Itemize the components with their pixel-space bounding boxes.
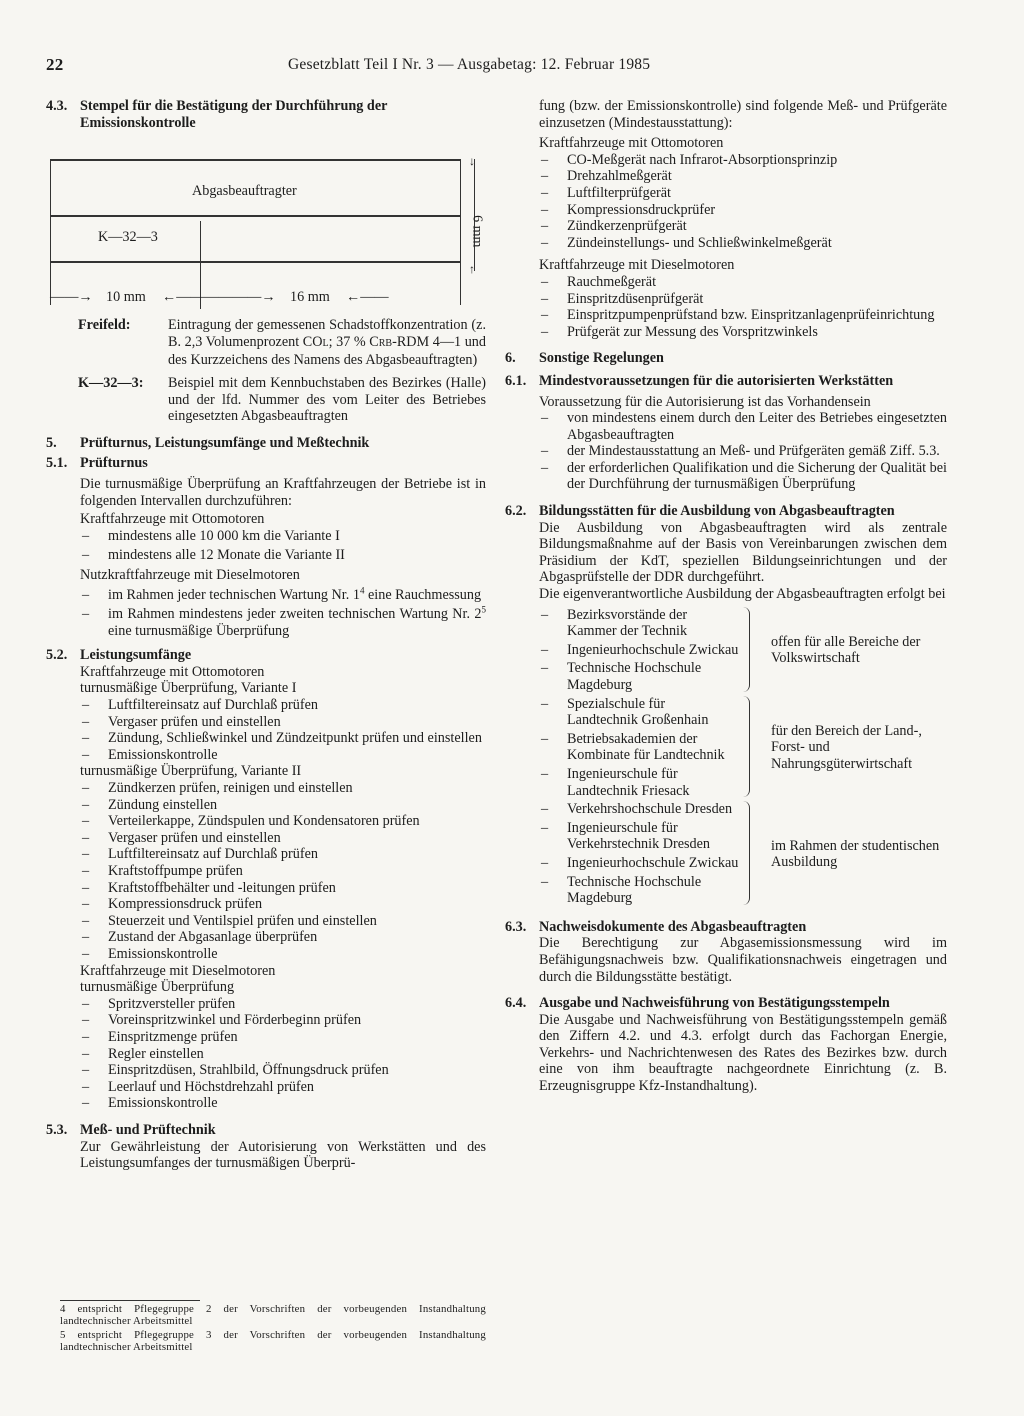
section-number: 5.1. [46, 455, 68, 472]
brace-icon [743, 696, 750, 798]
list-item: – Kompressionsdruckprüfer [511, 202, 947, 219]
left-column [46, 98, 486, 1172]
arrow-right-icon: ——→ [50, 289, 93, 306]
list-item-text: im Rahmen jeder technischen Wartung Nr. 1 [108, 586, 360, 603]
list-item: – Spritzversteller prüfen [52, 996, 486, 1013]
group-subtitle: turnusmäßige Überprüfung [80, 979, 235, 996]
group-label: offen für alle Bereiche der Volkswirtschaft [771, 633, 921, 667]
list-item-text: eine Rauchmessung [364, 586, 482, 603]
section-title: Leistungsumfänge [80, 647, 192, 664]
section-5-3-heading [46, 1121, 486, 1139]
section-5-2-heading [46, 647, 486, 664]
section-6-4-heading [505, 995, 947, 1012]
dimension-height-label: 6 mm [469, 215, 485, 248]
group-subtitle: turnusmäßige Überprüfung, Variante II [80, 763, 302, 780]
section-number: 5. [46, 434, 57, 451]
section-title: Bildungsstätten für die Ausbildung von Abgasbeauftragten [539, 503, 895, 520]
list-item: – Technische Hochschule Magdeburg [511, 874, 739, 907]
section-6-2-heading [505, 503, 947, 520]
footnote-4: 4 entspricht Pflegegruppe 2 der Vorschriften der vorbeugenden Instandhaltung landtechnischer Arbeitsmittel [60, 1303, 486, 1327]
list-item: – Kraftstoffpumpe prüfen [52, 863, 486, 880]
list-item: – Prüfgerät zur Messung des Vorspritzwinkels [511, 324, 947, 341]
list-item: – Ingenieurschule für Verkehrstechnik Dresden [511, 820, 739, 853]
group-title: Kraftfahrzeuge mit Ottomotoren [80, 511, 265, 528]
list-item: – Bezirksvorstände der Kammer der Technik [511, 607, 739, 640]
list-item: – Vergaser prüfen und einstellen [52, 714, 486, 731]
list-item-text: eine turnusmäßige Überprüfung [108, 622, 290, 639]
institution-group [539, 696, 947, 800]
list-item: – Steuerzeit und Ventilspiel prüfen und einstellen [52, 913, 486, 930]
section-title: Sonstige Regelungen [539, 350, 664, 367]
list-item: – Emissionskontrolle [52, 747, 486, 764]
group-title: Kraftfahrzeuge mit Ottomotoren [539, 135, 724, 152]
list-item: – Einspritzdüsenprüfgerät [511, 291, 947, 308]
list-item: – mindestens alle 12 Monate die Variante II [52, 547, 486, 564]
list-item: – von mindestens einem durch den Leiter des Betriebes eingesetzten Abgasbeauftragten [511, 410, 947, 443]
section-title: Meß- und Prüftechnik [80, 1121, 216, 1138]
stamp-diagram [50, 141, 486, 289]
paragraph: Die Berechtigung zur Abgasemissionsmessung wird im Befähigungsnachweis bzw. Qualifikationsnachweis eingetragen und durch die Bildungsstätte bestätigt. [539, 935, 947, 985]
list-item [52, 606, 486, 639]
section-number: 6.3. [505, 918, 527, 935]
institution-group [539, 607, 947, 694]
list-item: – Emissionskontrolle [52, 1095, 486, 1112]
list-item: – Ingenieurhochschule Zwickau [511, 855, 739, 872]
list-item: – Regler einstellen [52, 1046, 486, 1063]
group-title: Kraftfahrzeuge mit Ottomotoren [80, 663, 265, 680]
dimension-10mm: 10 mm [106, 289, 146, 306]
list-item: – Ingenieurhochschule Zwickau [511, 642, 739, 659]
list-item: – Zustand der Abgasanlage überprüfen [52, 929, 486, 946]
list-variant-2 [80, 780, 486, 963]
dimension-16mm: 16 mm [290, 289, 330, 306]
group-subtitle: turnusmäßige Überprüfung, Variante I [80, 680, 297, 697]
section-title: Nachweisdokumente des Abgasbeauftragten [539, 918, 807, 935]
group-title: Nutzkraftfahrzeuge mit Dieselmotoren [80, 566, 300, 583]
list-item-text: im Rahmen mindestens jeder zweiten technischen Wartung Nr. 2 [108, 606, 482, 623]
definition-freifeld [50, 317, 486, 369]
paragraph: Die Ausbildung von Abgasbeauftragten wird als zentrale Bildungsmaßnahme auf der Basis von Vereinbarungen zwischen dem Präsidium der KdT, speziellen Bildungseinrichtungen und der Abgasprüfstelle der DDR durchgeführt. [539, 519, 947, 586]
stamp-code: K—32—3 [98, 229, 158, 246]
group-label: für den Bereich der Land-, Forst- und Nahrungsgüterwirtschaft [771, 722, 922, 772]
right-column [505, 98, 947, 1095]
paragraph: Zur Gewährleistung der Autorisierung von Werkstätten und des Leistungsumfanges der turnusmäßigen Überprü- [80, 1138, 486, 1172]
group-title: Kraftfahrzeuge mit Dieselmotoren [539, 257, 735, 274]
list-diesel-devices [539, 274, 947, 340]
definition-label: Freifeld: [78, 317, 131, 334]
list-item: – Technische Hochschule Magdeburg [511, 660, 739, 693]
arrow-down-icon: ↓ [469, 154, 475, 169]
section-5-heading [46, 434, 486, 452]
definition-label: K—32—3: [78, 374, 144, 391]
list-item: – Einspritzdüsen, Strahlbild, Öffnungsdruck prüfen [52, 1062, 486, 1079]
list-item: – Einspritzmenge prüfen [52, 1029, 486, 1046]
list-item [52, 584, 486, 604]
list-item: – Voreinspritzwinkel und Förderbeginn prüfen [52, 1012, 486, 1029]
section-number: 6.1. [505, 372, 527, 389]
gazette-header: Gesetzblatt Teil I Nr. 3 — Ausgabetag: 12. Februar 1985 [288, 56, 651, 73]
list-item: – Drehzahlmeßgerät [511, 168, 947, 185]
group-title: Kraftfahrzeuge mit Dieselmotoren [80, 962, 276, 979]
list-item: – Vergaser prüfen und einstellen [52, 830, 486, 847]
brace-icon [743, 801, 750, 905]
list-item: – Verkehrshochschule Dresden [511, 801, 739, 818]
section-number: 6.2. [505, 503, 527, 520]
list-item: – Kompressionsdruck prüfen [52, 896, 486, 913]
definition-k-32-3 [50, 375, 486, 425]
section-number: 5.2. [46, 647, 68, 664]
list-otto-devices [539, 152, 947, 252]
list-item: – Kraftstoffbehälter und -leitungen prüfen [52, 880, 486, 897]
paragraph: fung (bzw. der Emissionskontrolle) sind folgende Meß- und Prüfgeräte einzusetzen (Mindestausstattung): [539, 98, 947, 131]
list-item: – Einspritzpumpenprüfstand bzw. Einspritzanlagenprüfeinrichtung [511, 307, 947, 324]
section-number: 4.3. [46, 98, 68, 114]
list-item: – Rauchmeßgerät [511, 274, 947, 291]
section-title: Ausgabe und Nachweisführung von Bestätigungsstempeln [539, 995, 890, 1012]
section-6-3-heading [505, 918, 947, 936]
list-item: – der erforderlichen Qualifikation und die Sicherung der Qualität bei der Durchführung der turnusmäßigen Überprüfung [511, 460, 947, 493]
list-item: – Luftfilterprüfgerät [511, 185, 947, 202]
list-item: – Zündung, Schließwinkel und Zündzeitpunkt prüfen und einstellen [52, 730, 486, 747]
footnote-ref: 4 [359, 584, 365, 595]
list-item: – Leerlauf und Höchstdrehzahl prüfen [52, 1079, 486, 1096]
section-title: Mindestvoraussetzungen für die autorisierten Werkstätten [539, 372, 894, 389]
list-item: – Luftfiltereinsatz auf Durchlaß prüfen [52, 697, 486, 714]
definition-text-cont: ; 37 % C [328, 333, 379, 350]
list-variant-1 [80, 697, 486, 763]
training-institutions [539, 607, 947, 907]
section-6-1-heading [505, 372, 947, 390]
footnote-ref: 5 [481, 604, 486, 615]
stamp-dimensions [50, 289, 486, 313]
list-item: – Verteilerkappe, Zündspulen und Kondensatoren prüfen [52, 813, 486, 830]
definition-text-end: -RDM 4—1 und des Kurzzeichens des Namens des Abgasbeauftragten) [168, 333, 486, 369]
section-5-1-heading [46, 455, 486, 472]
section-4-3-heading [46, 98, 486, 131]
section-title: Stempel für die Bestätigung der Durchführung der Emissionskontrolle [80, 98, 388, 131]
footnote-5: 5 entspricht Pflegegruppe 3 der Vorschriften der vorbeugenden Instandhaltung landtechnischer Arbeitsmittel [60, 1329, 486, 1353]
list-item: – Betriebsakademien der Kombinate für Landtechnik [511, 731, 739, 764]
page-number: 22 [46, 55, 64, 74]
paragraph: Die turnusmäßige Überprüfung an Kraftfahrzeugen der Betriebe ist in folgenden Intervallen durchzuführen: [80, 475, 486, 509]
group-label: im Rahmen der studentischen Ausbildung [771, 837, 940, 871]
list-item: – Ingenieurschule für Landtechnik Friesack [511, 766, 739, 799]
definition-text: Beispiel mit dem Kennbuchstaben des Bezirkes (Halle) und der lfd. Nummer des vom Leiter des Betriebes eingesetzten Abgasbeauftragten [168, 374, 486, 425]
list-item: – CO-Meßgerät nach Infrarot-Absorptionsprinzip [511, 152, 947, 169]
section-number: 6. [505, 350, 516, 367]
list-prerequisites [539, 410, 947, 493]
paragraph: Die eigenverantwortliche Ausbildung der Abgasbeauftragten erfolgt bei [539, 586, 946, 603]
list-item: – Zündung einstellen [52, 797, 486, 814]
list-item: – Emissionskontrolle [52, 946, 486, 963]
section-title: Prüfturnus [80, 455, 148, 472]
paragraph: Voraussetzung für die Autorisierung ist das Vorhandensein [539, 393, 871, 410]
section-title: Prüfturnus, Leistungsumfänge und Meßtechnik [80, 434, 370, 451]
subscript: RB [378, 337, 393, 349]
brace-icon [743, 607, 750, 692]
list-item: – Luftfiltereinsatz auf Durchlaß prüfen [52, 846, 486, 863]
definition-text: Eintragung der gemessenen Schadstoffkonzentration (z. B. 2,3 Volumenprozent CO [168, 317, 486, 350]
arrow-left-icon: ←—— [346, 289, 389, 306]
section-6-heading [505, 350, 947, 367]
stamp-header: Abgasbeauftragter [192, 183, 297, 200]
section-number: 6.4. [505, 995, 527, 1012]
list-item: – mindestens alle 10 000 km die Variante I [52, 528, 486, 545]
list-item: – Zündeinstellungs- und Schließwinkelmeßgerät [511, 235, 947, 252]
arrow-up-icon: ↑ [469, 262, 475, 277]
paragraph: Die Ausgabe und Nachweisführung von Bestätigungsstempeln gemäß den Ziffern 4.2. und 4.3. erfolgt durch das Fachorgan Energie, Verkehrs- und Nachrichtenwesen des Rates des Bezirkes bzw. durch eine von ihm beauftragte nachgeordnete Einrichtung (z. B. Erzeugnisgruppe Kfz-Instandhaltung). [539, 1011, 947, 1095]
list-item: – Zündkerzenprüfgerät [511, 218, 947, 235]
arrow-left-icon: ←——————→ [162, 289, 276, 306]
list-item: – Zündkerzen prüfen, reinigen und einstellen [52, 780, 486, 797]
section-number: 5.3. [46, 1121, 68, 1138]
list-diesel [80, 996, 486, 1112]
subscript: L [322, 337, 329, 349]
list-item: – Spezialschule für Landtechnik Großenhain [511, 696, 739, 729]
institution-group [539, 801, 947, 907]
list-item: – der Mindestausstattung an Meß- und Prüfgeräten gemäß Ziff. 5.3. [511, 443, 947, 460]
